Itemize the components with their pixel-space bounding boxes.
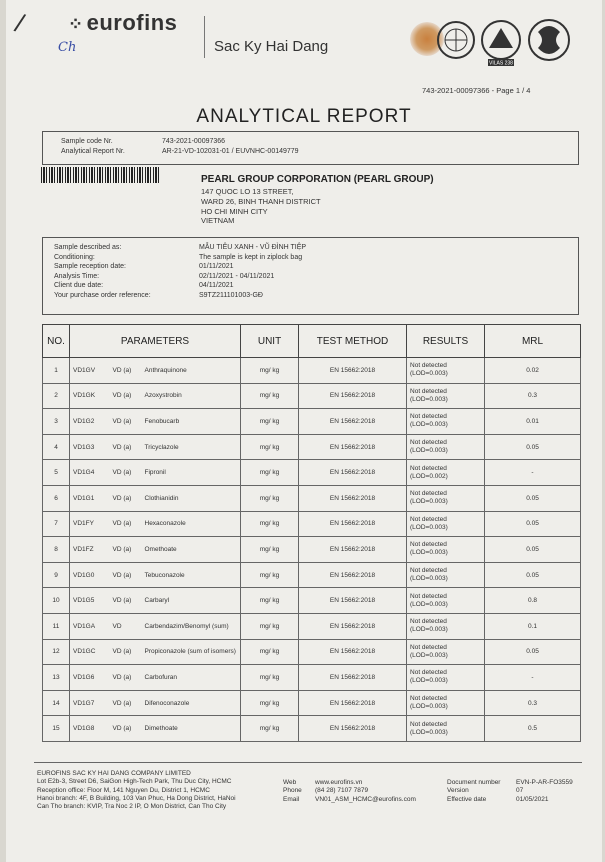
footer-line: Reception office: Floor M, 141 Nguyen Du, District 1, HCMC [37, 786, 210, 794]
row-number: 12 [43, 639, 70, 665]
analysis-type: VD (a) [110, 537, 142, 563]
footer-company [37, 770, 236, 811]
result-lod: (LOD=0.003) [410, 600, 448, 608]
unit: mg/ kg [241, 537, 299, 563]
table-row [43, 511, 581, 537]
footer-divider [34, 762, 582, 763]
footer-line: Can Tho branch: KVIP, Tra Noc 2 IP, O Mon District, Can Tho City [37, 803, 227, 811]
mrl-value: 0.01 [485, 409, 581, 435]
analysis-type: VD (a) [110, 383, 142, 409]
result-lod: (LOD=0.003) [410, 549, 448, 557]
test-method: EN 15662:2018 [299, 460, 407, 486]
footer-line: Hanoi branch: 4F, B Building, 103 Van Phuc, Ha Dong District, HaNoi [37, 794, 236, 802]
row-number: 13 [43, 665, 70, 691]
table-row [43, 460, 581, 486]
report-title: ANALYTICAL REPORT [196, 106, 412, 127]
mrl-value: 0.05 [485, 562, 581, 588]
detail-value: 04/11/2021 [199, 282, 234, 289]
logo-divider [204, 16, 205, 58]
analysis-code: VD1G6 [70, 665, 110, 691]
row-number: 5 [43, 460, 70, 486]
detail-label: Client due date: [54, 282, 104, 289]
footer-contact-values [315, 779, 416, 804]
analysis-type: VD (a) [110, 358, 142, 384]
phone-number: (84 28) 7107 7879 [315, 787, 369, 795]
analysis-code: VD1G5 [70, 588, 110, 614]
parameter-name: Propiconazole (sum of isomers) [142, 639, 241, 665]
page-reference: 743-2021-00097366 - Page 1 / 4 [422, 86, 531, 95]
parameter-name: Fipronil [142, 460, 241, 486]
unit: mg/ kg [241, 460, 299, 486]
unit: mg/ kg [241, 639, 299, 665]
table-row [43, 358, 581, 384]
result-cell [407, 537, 485, 563]
doc-value: 01/05/2021 [516, 795, 549, 803]
parameter-name: Dimethoate [142, 716, 241, 742]
analysis-type: VD (a) [110, 485, 142, 511]
table-row [43, 485, 581, 511]
parameter-name: Difenoconazole [142, 690, 241, 716]
analysis-code: VD1G8 [70, 716, 110, 742]
report-number-label: Analytical Report Nr. [61, 148, 125, 155]
mrl-value: 0.02 [485, 358, 581, 384]
table-header-row [43, 325, 581, 358]
result-text: Not detected [410, 413, 447, 421]
analysis-type: VD (a) [110, 511, 142, 537]
analysis-type: VD (a) [110, 434, 142, 460]
row-number: 10 [43, 588, 70, 614]
result-lod: (LOD=0.003) [410, 728, 448, 736]
unit: mg/ kg [241, 434, 299, 460]
result-cell [407, 665, 485, 691]
unit: mg/ kg [241, 588, 299, 614]
test-method: EN 15662:2018 [299, 588, 407, 614]
table-row [43, 690, 581, 716]
result-text: Not detected [410, 695, 447, 703]
parameter-name: Tricyclazole [142, 434, 241, 460]
analysis-code: VD1FZ [70, 537, 110, 563]
row-number: 4 [43, 434, 70, 460]
detail-label: Sample described as: [54, 244, 122, 251]
result-lod: (LOD=0.003) [410, 651, 448, 659]
parameter-name: Carbendazim/Benomyl (sum) [142, 613, 241, 639]
test-method: EN 15662:2018 [299, 665, 407, 691]
row-number: 15 [43, 716, 70, 742]
mrl-value: 0.05 [485, 537, 581, 563]
result-text: Not detected [410, 464, 447, 472]
test-method: EN 15662:2018 [299, 537, 407, 563]
report-page [6, 0, 602, 862]
result-lod: (LOD=0.003) [410, 626, 448, 634]
mrl-value: 0.5 [485, 716, 581, 742]
detail-label: Conditioning: [54, 253, 95, 261]
handwritten-initials: Ch [58, 40, 77, 55]
detail-value: 01/11/2021 [199, 263, 234, 270]
parameter-name: Clothianidin [142, 485, 241, 511]
handwritten-slash: / [11, 7, 28, 39]
contact-label: Phone [283, 787, 302, 795]
result-text: Not detected [410, 439, 447, 447]
mrl-value: - [485, 460, 581, 486]
analysis-code: VD1G7 [70, 690, 110, 716]
col-no: NO. [43, 325, 70, 358]
analysis-code: VD1GA [70, 613, 110, 639]
unit: mg/ kg [241, 409, 299, 435]
result-text: Not detected [410, 387, 447, 395]
result-cell [407, 485, 485, 511]
table-row [43, 409, 581, 435]
row-number: 2 [43, 383, 70, 409]
mrl-value: 0.05 [485, 485, 581, 511]
client-name: PEARL GROUP CORPORATION (PEARL GROUP) [201, 174, 434, 185]
row-number: 6 [43, 485, 70, 511]
address-line: 147 QUOC LO 13 STREET, [201, 187, 294, 196]
result-lod: (LOD=0.003) [410, 523, 448, 531]
result-cell [407, 588, 485, 614]
result-lod: (LOD=0.003) [410, 677, 448, 685]
row-number: 1 [43, 358, 70, 384]
test-method: EN 15662:2018 [299, 562, 407, 588]
unit: mg/ kg [241, 511, 299, 537]
details-values [199, 243, 306, 300]
doc-label: Version [447, 787, 469, 795]
result-lod: (LOD=0.003) [410, 498, 448, 506]
mrl-value: 0.3 [485, 690, 581, 716]
sample-code-value: 743-2021-00097366 [162, 138, 226, 145]
doc-label: Document number [447, 779, 501, 786]
result-cell [407, 562, 485, 588]
analysis-code: VD1G1 [70, 485, 110, 511]
mrl-value: 0.8 [485, 588, 581, 614]
analysis-code: VD1G0 [70, 562, 110, 588]
result-cell [407, 613, 485, 639]
analysis-code: VD1GC [70, 639, 110, 665]
result-cell [407, 434, 485, 460]
result-text: Not detected [410, 490, 447, 498]
row-number: 7 [43, 511, 70, 537]
analysis-code: VD1G2 [70, 409, 110, 435]
contact-label: Email [283, 795, 300, 803]
result-text: Not detected [410, 541, 447, 549]
col-mrl: MRL [485, 325, 581, 358]
result-lod: (LOD=0.003) [410, 421, 448, 429]
test-method: EN 15662:2018 [299, 383, 407, 409]
sample-code-label: Sample code Nr. [61, 138, 113, 145]
analysis-code: VD1G4 [70, 460, 110, 486]
detail-value: MẪU TIÊU XANH - VŨ ĐÌNH TIỆP [199, 244, 307, 251]
table-row [43, 716, 581, 742]
website-link[interactable]: www.eurofins.vn [315, 779, 363, 786]
mrl-value: 0.3 [485, 383, 581, 409]
unit: mg/ kg [241, 716, 299, 742]
test-method: EN 15662:2018 [299, 358, 407, 384]
result-cell [407, 358, 485, 384]
analysis-code: VD1GK [70, 383, 110, 409]
analysis-type: VD (a) [110, 716, 142, 742]
col-unit: UNIT [241, 325, 299, 358]
table-row [43, 613, 581, 639]
client-address [201, 187, 321, 226]
table-row [43, 588, 581, 614]
result-cell [407, 690, 485, 716]
result-text: Not detected [410, 618, 447, 626]
barcode [41, 167, 161, 183]
eurofins-dots-icon: ⁘ [68, 14, 84, 34]
footer-contact-labels [283, 779, 302, 804]
analysis-type: VD (a) [110, 639, 142, 665]
test-method: EN 15662:2018 [299, 485, 407, 511]
test-method: EN 15662:2018 [299, 716, 407, 742]
doc-value: 07 [516, 787, 524, 795]
table-row [43, 639, 581, 665]
table-row [43, 562, 581, 588]
address-line: VIETNAM [201, 216, 235, 226]
unit: mg/ kg [241, 665, 299, 691]
col-test-method: TEST METHOD [299, 325, 407, 358]
results-table [42, 324, 581, 742]
analysis-type: VD (a) [110, 409, 142, 435]
analysis-type: VD (a) [110, 460, 142, 486]
parameter-name: Hexaconazole [142, 511, 241, 537]
table-row [43, 383, 581, 409]
col-parameters: PARAMETERS [70, 325, 241, 358]
result-lod: (LOD=0.002) [410, 472, 448, 480]
result-cell [407, 460, 485, 486]
detail-label: Sample reception date: [54, 263, 126, 270]
result-text: Not detected [410, 669, 447, 677]
parameter-name: Carbaryl [142, 588, 241, 614]
parameter-name: Omethoate [142, 537, 241, 563]
parameter-name: Anthraquinone [142, 358, 241, 384]
footer-line: Lot E2b-3, Street D6, SaiGon High-Tech Park, Thu Duc City, HCMC [37, 778, 232, 786]
analysis-type: VD (a) [110, 665, 142, 691]
analysis-code: VD1GV [70, 358, 110, 384]
result-cell [407, 716, 485, 742]
table-row [43, 665, 581, 691]
analysis-type: VD (a) [110, 588, 142, 614]
detail-label: Your purchase order reference: [54, 291, 151, 299]
test-method: EN 15662:2018 [299, 639, 407, 665]
parameter-name: Fenobucarb [142, 409, 241, 435]
detail-value: S9TZ211101003-GĐ [199, 291, 263, 299]
unit: mg/ kg [241, 383, 299, 409]
analysis-code: VD1G3 [70, 434, 110, 460]
detail-value: The sample is kept in ziplock bag [199, 253, 303, 261]
result-cell [407, 383, 485, 409]
result-text: Not detected [410, 567, 447, 575]
row-number: 8 [43, 537, 70, 563]
test-method: EN 15662:2018 [299, 690, 407, 716]
email-link[interactable]: VN01_ASM_HCMC@eurofins.com [315, 795, 416, 803]
result-lod: (LOD=0.003) [410, 447, 448, 455]
detail-label: Analysis Time: [54, 272, 100, 280]
contact-label: Web [283, 779, 297, 786]
unit: mg/ kg [241, 562, 299, 588]
sub-brand: Sac Ky Hai Dang [214, 38, 329, 55]
address-line: HO CHI MINH CITY [201, 206, 268, 216]
analysis-code: VD1FY [70, 511, 110, 537]
result-lod: (LOD=0.003) [410, 703, 448, 711]
analysis-type: VD [110, 613, 142, 639]
mrl-value: - [485, 665, 581, 691]
parameter-name: Carbofuran [142, 665, 241, 691]
brand-name: eurofins [86, 10, 178, 35]
footer-doc-values [516, 779, 573, 804]
result-text: Not detected [410, 362, 447, 370]
test-method: EN 15662:2018 [299, 511, 407, 537]
mrl-value: 0.1 [485, 613, 581, 639]
analysis-type: VD (a) [110, 690, 142, 716]
test-method: EN 15662:2018 [299, 434, 407, 460]
unit: mg/ kg [241, 690, 299, 716]
eurofins-logo [68, 10, 177, 36]
result-cell [407, 511, 485, 537]
table-row [43, 434, 581, 460]
mrl-value: 0.05 [485, 511, 581, 537]
col-results: RESULTS [407, 325, 485, 358]
vilas-label: VILAS 238 [489, 60, 513, 67]
result-text: Not detected [410, 515, 447, 523]
unit: mg/ kg [241, 358, 299, 384]
row-number: 11 [43, 613, 70, 639]
test-method: EN 15662:2018 [299, 613, 407, 639]
result-lod: (LOD=0.003) [410, 395, 448, 403]
details-labels [54, 243, 151, 300]
unit: mg/ kg [241, 613, 299, 639]
unit: mg/ kg [241, 485, 299, 511]
parameter-name: Tebuconazole [142, 562, 241, 588]
result-text: Not detected [410, 592, 447, 600]
detail-value: 02/11/2021 - 04/11/2021 [199, 272, 275, 280]
vilas-seal-icon [434, 18, 584, 68]
report-number-value: AR-21-VD-102031-01 / EUVNHC-00149779 [162, 148, 299, 155]
result-lod: (LOD=0.003) [410, 575, 448, 583]
parameter-name: Azoxystrobin [142, 383, 241, 409]
row-number: 9 [43, 562, 70, 588]
row-number: 14 [43, 690, 70, 716]
result-text: Not detected [410, 720, 447, 728]
mrl-value: 0.05 [485, 434, 581, 460]
result-text: Not detected [410, 643, 447, 651]
mrl-value: 0.05 [485, 639, 581, 665]
test-method: EN 15662:2018 [299, 409, 407, 435]
doc-label: Effective date [447, 795, 487, 803]
result-cell [407, 409, 485, 435]
address-line: WARD 26, BINH THANH DISTRICT [201, 196, 321, 206]
row-number: 3 [43, 409, 70, 435]
table-row [43, 537, 581, 563]
analysis-type: VD (a) [110, 562, 142, 588]
doc-value: EVN-P-AR-FO3559 [516, 779, 573, 786]
footer-doc-labels [447, 779, 500, 804]
result-lod: (LOD=0.003) [410, 370, 448, 378]
result-cell [407, 639, 485, 665]
footer-line: EUROFINS SAC KY HAI DANG COMPANY LIMITED [37, 770, 191, 777]
